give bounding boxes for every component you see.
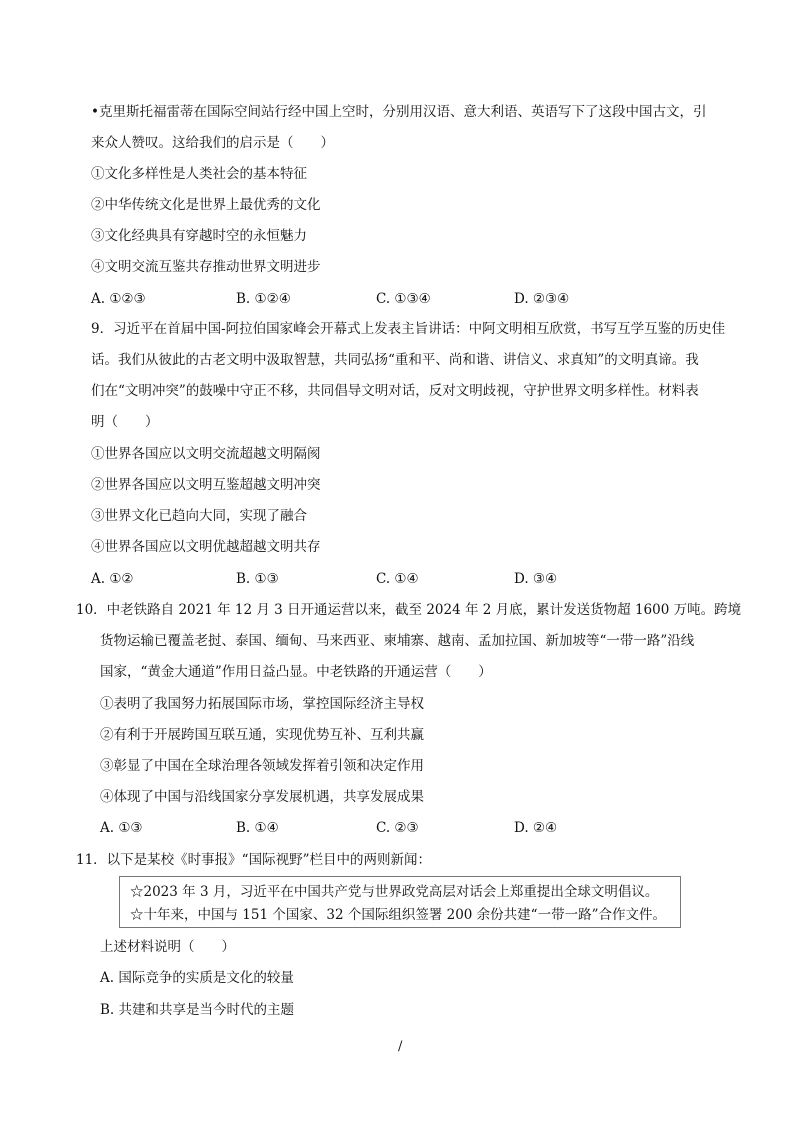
q9-item-3: ③世界文化已趋向大同，实现了融合 [91, 508, 307, 524]
page-footer-mark: / [398, 1039, 403, 1054]
q11-option-a: A. 国际竞争的实质是文化的较量 [100, 970, 294, 986]
q10-item-1: ①表明了我国努力拓展国际市场，掌控国际经济主导权 [100, 696, 424, 712]
q9-item-2: ②世界各国应以文明互鉴超越文明冲突 [91, 477, 321, 493]
q8-item-2: ②中华传统文化是世界上最优秀的文化 [91, 197, 321, 213]
q10-option-d: D. ②④ [514, 820, 558, 836]
news-item-1: ☆2023 年 3 月，习近平在中国共产党与世界政党高层对话会上郑重提出全球文明倡议。 [130, 884, 659, 900]
q9-option-c: C. ①④ [376, 571, 419, 587]
q9-stem-line-4: 明（ ） [91, 414, 159, 430]
q10-item-3: ③彰显了中国在全球治理各领域发挥着引领和决定作用 [100, 758, 424, 774]
q9-item-1: ①世界各国应以文明交流超越文明隔阂 [91, 446, 321, 462]
q10-stem-line-2: 货物运输已覆盖老挝、泰国、缅甸、马来西亚、柬埔寨、越南、孟加拉国、新加坡等“一带一路”沿线 [100, 633, 695, 649]
q10-item-4: ④体现了中国与沿线国家分享发展机遇，共享发展成果 [100, 789, 424, 805]
news-item-2: ☆十年来，中国与 151 个国家、32 个国际组织签署 200 余份共建“一带一路”合作文件。 [130, 907, 666, 923]
q11-stem-line-1: 11．以下是某校《时事报》“国际视野”栏目中的两则新闻： [76, 852, 431, 868]
q9-stem-line-3: 们在“文明冲突”的鼓噪中守正不移，共同倡导文明对话，反对文明歧视，守护世界文明多样性。材料表 [91, 383, 699, 399]
q10-item-2: ②有利于开展跨国互联互通，实现优势互补、互利共赢 [100, 727, 424, 743]
q10-option-a: A. ①③ [100, 820, 143, 836]
q9-stem-line-1: 9．习近平在首届中国-阿拉伯国家峰会开幕式上发表主旨讲话：中阿文明相互欣赏，书写互学互鉴的历史佳 [91, 321, 726, 337]
q8-option-c: C. ①③④ [376, 291, 431, 307]
q8-option-d: D. ②③④ [514, 291, 570, 307]
q10-stem-line-1: 10．中老铁路自 2021 年 12 月 3 日开通运营以来，截至 2024 年 2 月底，累计发送货物超 1600 万吨。跨境 [76, 602, 742, 618]
q8-item-1: ①文化多样性是人类社会的基本特征 [91, 166, 307, 182]
q8-option-b: B. ①②④ [236, 291, 291, 307]
q9-option-a: A. ①② [91, 571, 134, 587]
news-box [119, 876, 681, 928]
q9-stem-line-2: 话。我们从彼此的古老文明中汲取智慧，共同弘扬“重和平、尚和谐、讲信义、求真知”的文明真谛。我 [91, 352, 699, 368]
q11-stem-line-2: 上述材料说明（ ） [100, 939, 235, 955]
q10-option-b: B. ①④ [236, 820, 279, 836]
q8-stem-line-2: 来众人赞叹。这给我们的启示是（ ） [91, 135, 334, 151]
q8-stem-line-1: •克里斯托福雷蒂在国际空间站行经中国上空时，分别用汉语、意大利语、英语写下了这段中国古文，引 [91, 104, 707, 120]
q10-option-c: C. ②③ [376, 820, 419, 836]
q9-option-b: B. ①③ [236, 571, 279, 587]
q11-option-b: B. 共建和共享是当今时代的主题 [100, 1002, 295, 1018]
q8-item-3: ③文化经典具有穿越时空的永恒魅力 [91, 228, 307, 244]
q10-stem-line-3: 国家，“黄金大通道”作用日益凸显。中老铁路的开通运营（ ） [100, 664, 492, 680]
q8-option-a: A. ①②③ [91, 291, 146, 307]
q8-item-4: ④文明交流互鉴共存推动世界文明进步 [91, 259, 321, 275]
q9-option-d: D. ③④ [514, 571, 558, 587]
q9-item-4: ④世界各国应以文明优越超越文明共存 [91, 539, 321, 555]
